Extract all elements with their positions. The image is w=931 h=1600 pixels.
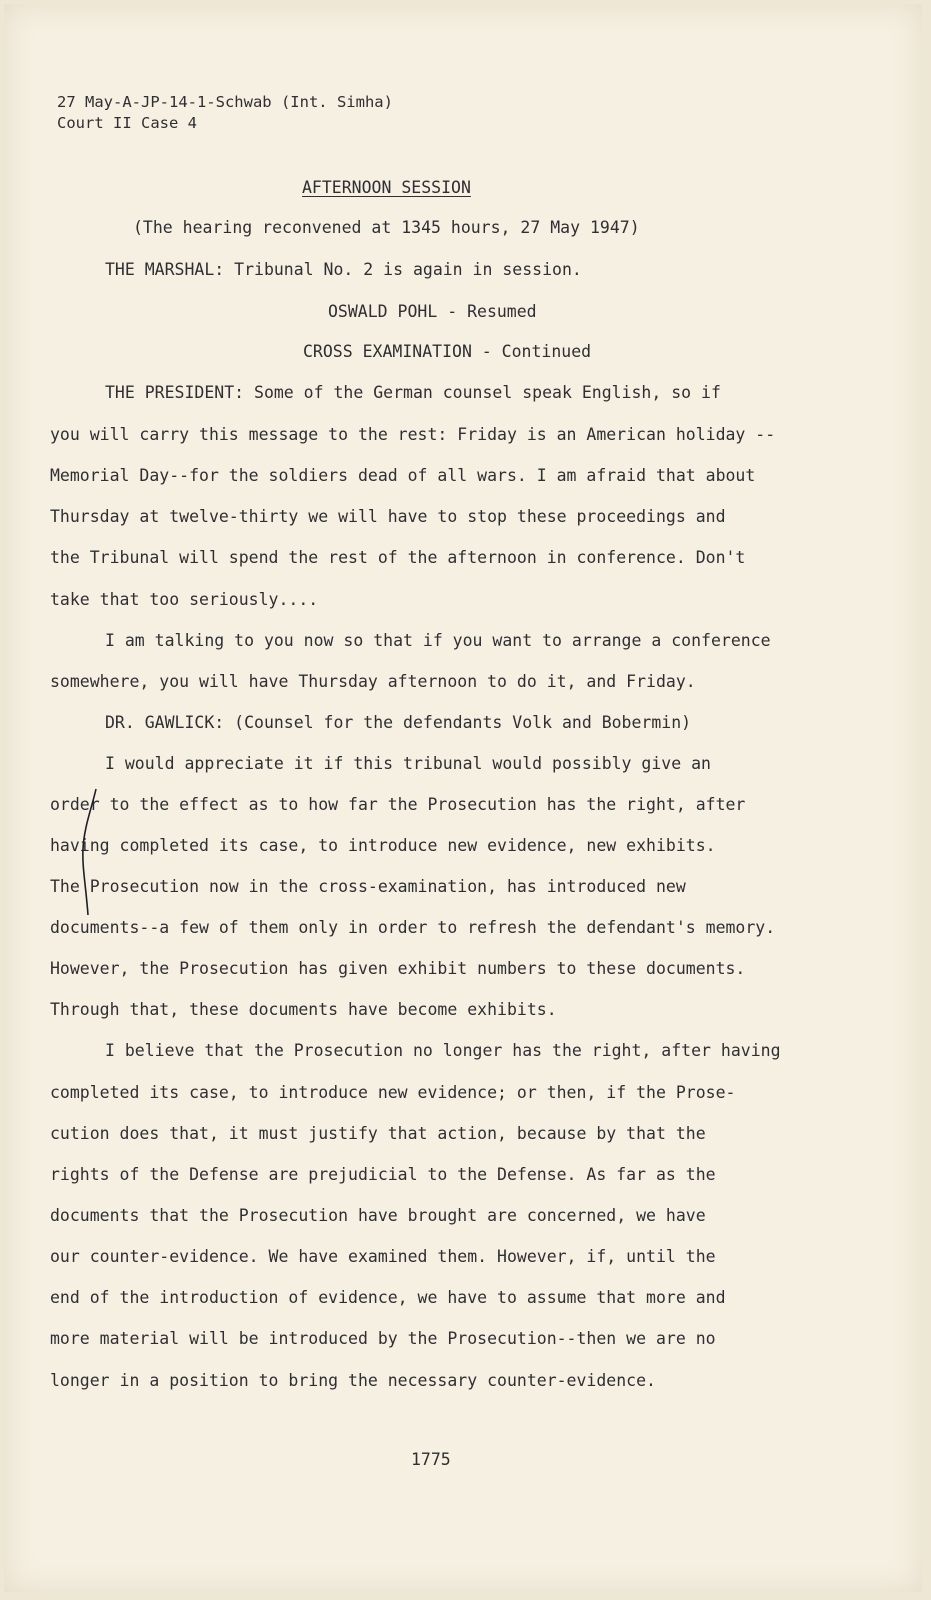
text-line: somewhere, you will have Thursday afternoon to do it, and Friday. xyxy=(50,672,696,691)
session-title: AFTERNOON SESSION xyxy=(302,178,471,197)
text-line: OSWALD POHL - Resumed xyxy=(328,302,537,321)
text-line: more material will be introduced by the Prosecution--then we are no xyxy=(50,1329,716,1348)
text-line: THE PRESIDENT: Some of the German counsel speak English, so if xyxy=(105,383,721,402)
header-court-case: Court II Case 4 xyxy=(57,114,197,132)
text-line: The Prosecution now in the cross-examination, has introduced new xyxy=(50,877,686,896)
text-line: DR. GAWLICK: (Counsel for the defendants Volk and Bobermin) xyxy=(105,713,692,732)
text-line: documents that the Prosecution have brought are concerned, we have xyxy=(50,1206,706,1225)
text-line: completed its case, to introduce new evidence; or then, if the Prose- xyxy=(50,1083,736,1102)
text-line: take that too seriously.... xyxy=(50,590,319,609)
text-line: (The hearing reconvened at 1345 hours, 27 May 1947) xyxy=(133,218,640,237)
text-line: I am talking to you now so that if you want to arrange a conference xyxy=(105,631,771,650)
text-line: end of the introduction of evidence, we have to assume that more and xyxy=(50,1288,726,1307)
text-line: rights of the Defense are prejudicial to the Defense. As far as the xyxy=(50,1165,716,1184)
text-line: having completed its case, to introduce new evidence, new exhibits. xyxy=(50,836,716,855)
text-line: However, the Prosecution has given exhibit numbers to these documents. xyxy=(50,959,746,978)
text-line: the Tribunal will spend the rest of the afternoon in conference. Don't xyxy=(50,548,746,567)
text-line: longer in a position to bring the necessary counter-evidence. xyxy=(50,1371,656,1390)
text-line: our counter-evidence. We have examined them. However, if, until the xyxy=(50,1247,716,1266)
text-line: Through that, these documents have become exhibits. xyxy=(50,1000,557,1019)
text-line: Memorial Day--for the soldiers dead of all wars. I am afraid that about xyxy=(50,466,756,485)
text-line: I believe that the Prosecution no longer has the right, after having xyxy=(105,1041,781,1060)
text-line: THE MARSHAL: Tribunal No. 2 is again in session. xyxy=(105,260,582,279)
header-reference: 27 May-A-JP-14-1-Schwab (Int. Simha) xyxy=(57,93,393,111)
text-line: CROSS EXAMINATION - Continued xyxy=(303,342,592,361)
page-number: 1775 xyxy=(411,1450,451,1469)
text-line: I would appreciate it if this tribunal would possibly give an xyxy=(105,754,711,773)
margin-pen-mark xyxy=(74,787,104,917)
text-line: order to the effect as to how far the Prosecution has the right, after xyxy=(50,795,746,814)
text-line: Thursday at twelve-thirty we will have to stop these proceedings and xyxy=(50,507,726,526)
text-line: cution does that, it must justify that action, because by that the xyxy=(50,1124,706,1143)
text-line: you will carry this message to the rest: Friday is an American holiday -- xyxy=(50,425,776,444)
text-line: documents--a few of them only in order to refresh the defendant's memory. xyxy=(50,918,776,937)
